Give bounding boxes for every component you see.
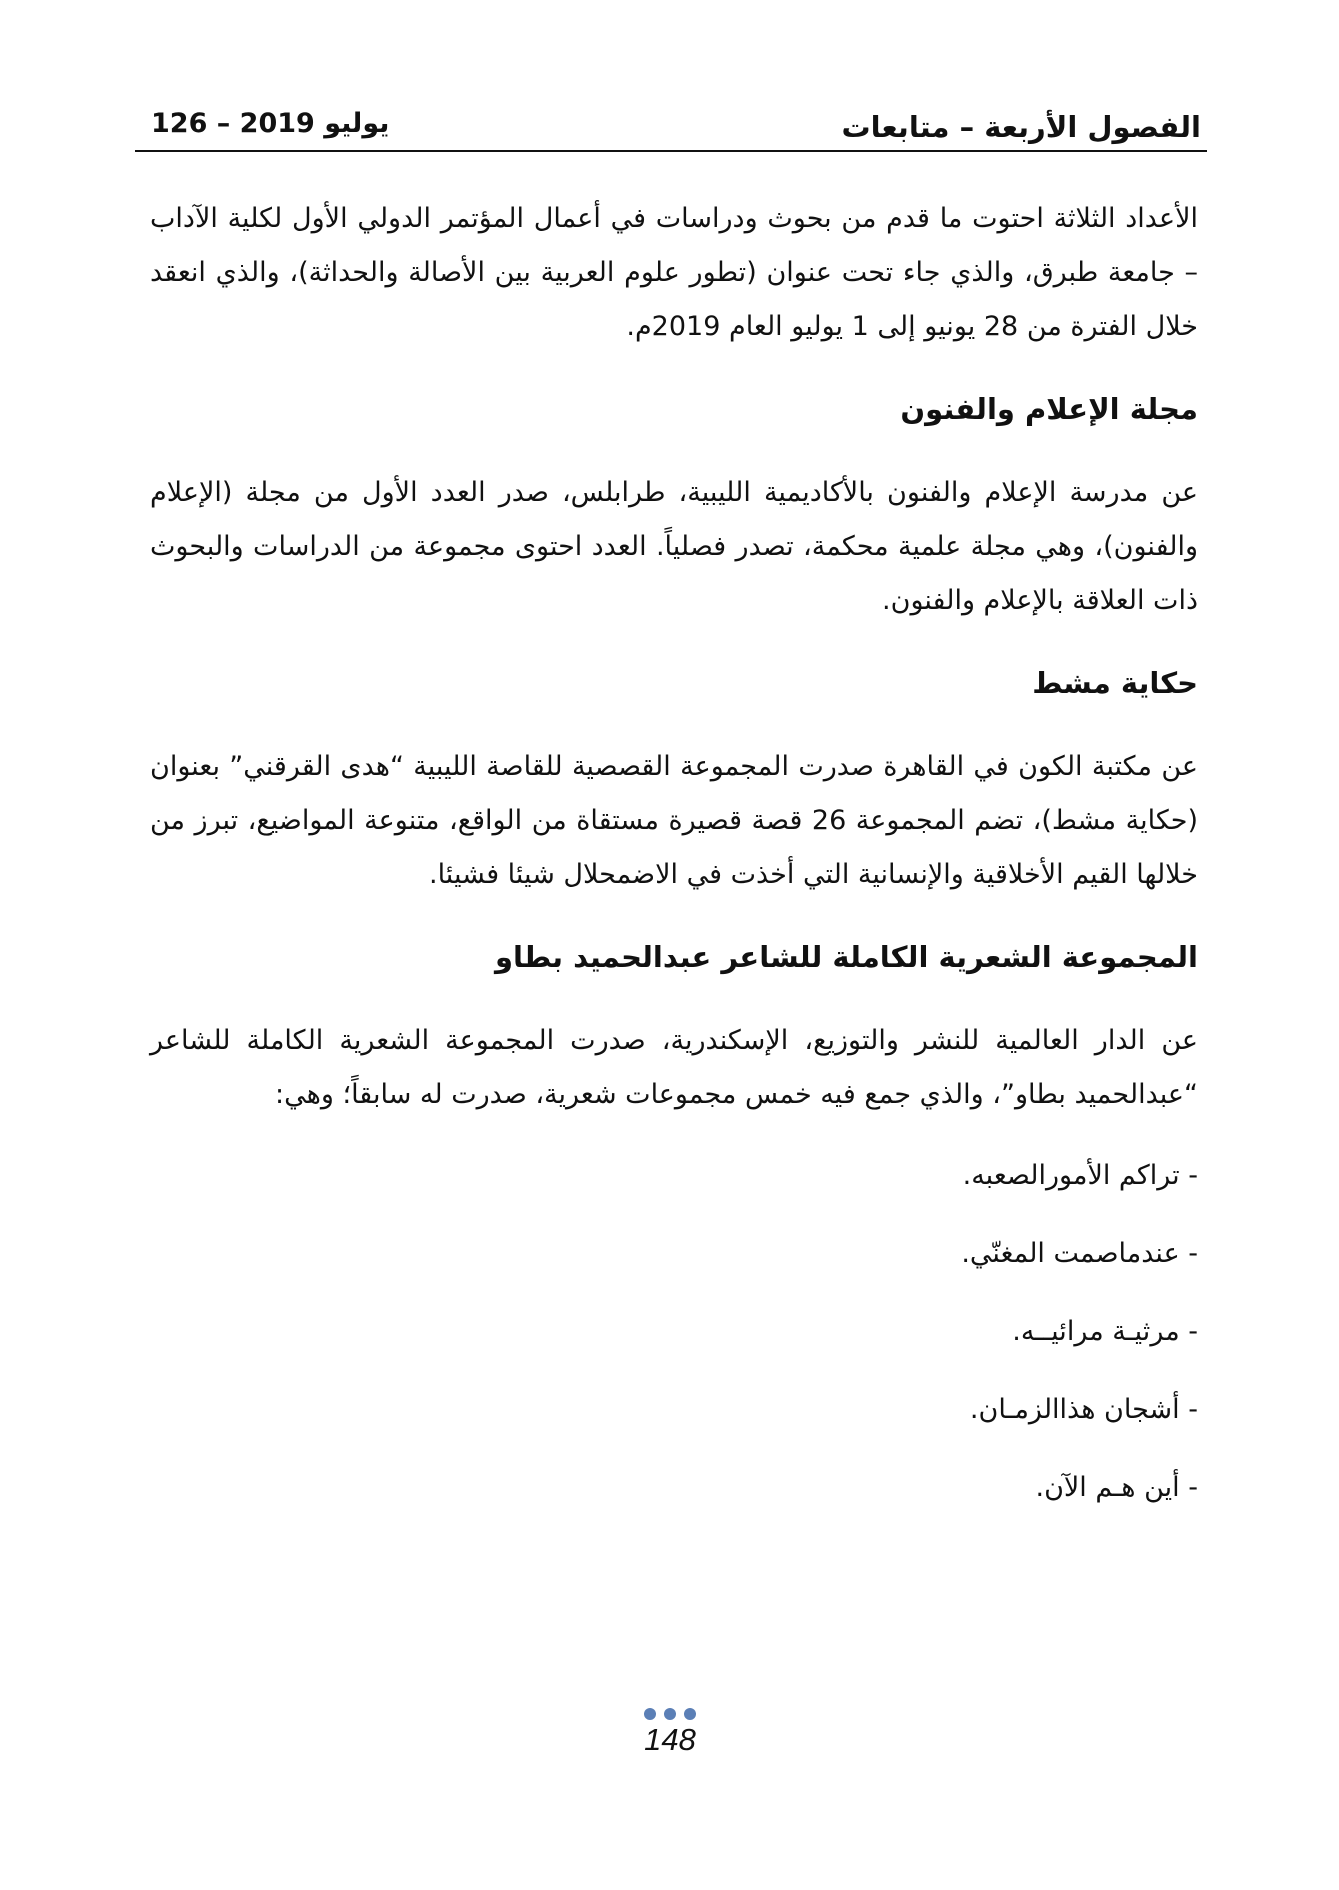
- collections-list: [150, 1150, 1198, 1514]
- dot-icon: [644, 1708, 656, 1720]
- intro-paragraph: الأعداد الثلاثة احتوت ما قدم من بحوث ودراسات في أعمال المؤتمر الدولي الأول لكلية الآداب – جامعة طبرق، والذي جاء تحت عنوان (تطور علوم العربية بين الأصالة والحداثة)، والذي انعقد خلال الفترة من 28 يونيو إلى 1 يوليو العام 2019م.: [150, 203, 1198, 342]
- decorative-dots: [620, 1708, 720, 1720]
- issue-info: 126 – يوليو 2019: [151, 108, 390, 139]
- section-text-poetry-collection: عن الدار العالمية للنشر والتوزيع، الإسكندرية، صدرت المجموعة الشعرية الكاملة للشاعر “عبدالحميد بطاو”، والذي جمع فيه خمس مجموعات شعرية، صدرت له سابقاً؛ وهي:: [150, 1025, 1198, 1110]
- section-heading-comb-tale: حكاية مشط: [1032, 666, 1198, 700]
- section-heading-media-arts: مجلة الإعلام والفنون: [900, 392, 1198, 426]
- page-number: 148: [644, 1722, 696, 1757]
- dot-icon: [664, 1708, 676, 1720]
- section-text-comb-tale: عن مكتبة الكون في القاهرة صدرت المجموعة القصصية للقاصة الليبية “هدى القرقني” بعنوان (حكاية مشط)، تضم المجموعة 26 قصة قصيرة مستقاة من الواقع، متنوعة المواضيع، تبرز من خلالها القيم الأخلاقية والإنسانية التي أخذت في الاضمحلال شيئا فشيئا.: [150, 751, 1198, 890]
- list-item: - مرثيـة مرائيــه.: [1012, 1316, 1198, 1347]
- list-item: - أين هـم الآن.: [1035, 1472, 1198, 1503]
- page-header: [135, 100, 1207, 152]
- section-heading-poetry-collection: المجموعة الشعرية الكاملة للشاعر عبدالحميد بطاو: [494, 940, 1198, 974]
- article-body: [150, 192, 1198, 1540]
- section-text-media-arts: عن مدرسة الإعلام والفنون بالأكاديمية الليبية، طرابلس، صدر العدد الأول من مجلة (الإعلام والفنون)، وهي مجلة علمية محكمة، تصدر فصلياً. العدد احتوى مجموعة من الدراسات والبحوث ذات العلاقة بالإعلام والفنون.: [150, 477, 1198, 616]
- page-footer: [620, 1708, 720, 1758]
- list-item: - تراكم الأمورالصعبه.: [962, 1160, 1198, 1191]
- dot-icon: [684, 1708, 696, 1720]
- list-item: - أشجان هذاالزمـان.: [969, 1394, 1198, 1425]
- section-title: الفصول الأربعة – متابعات: [841, 110, 1201, 144]
- list-item: - عندماصمت المغنّي.: [961, 1238, 1198, 1269]
